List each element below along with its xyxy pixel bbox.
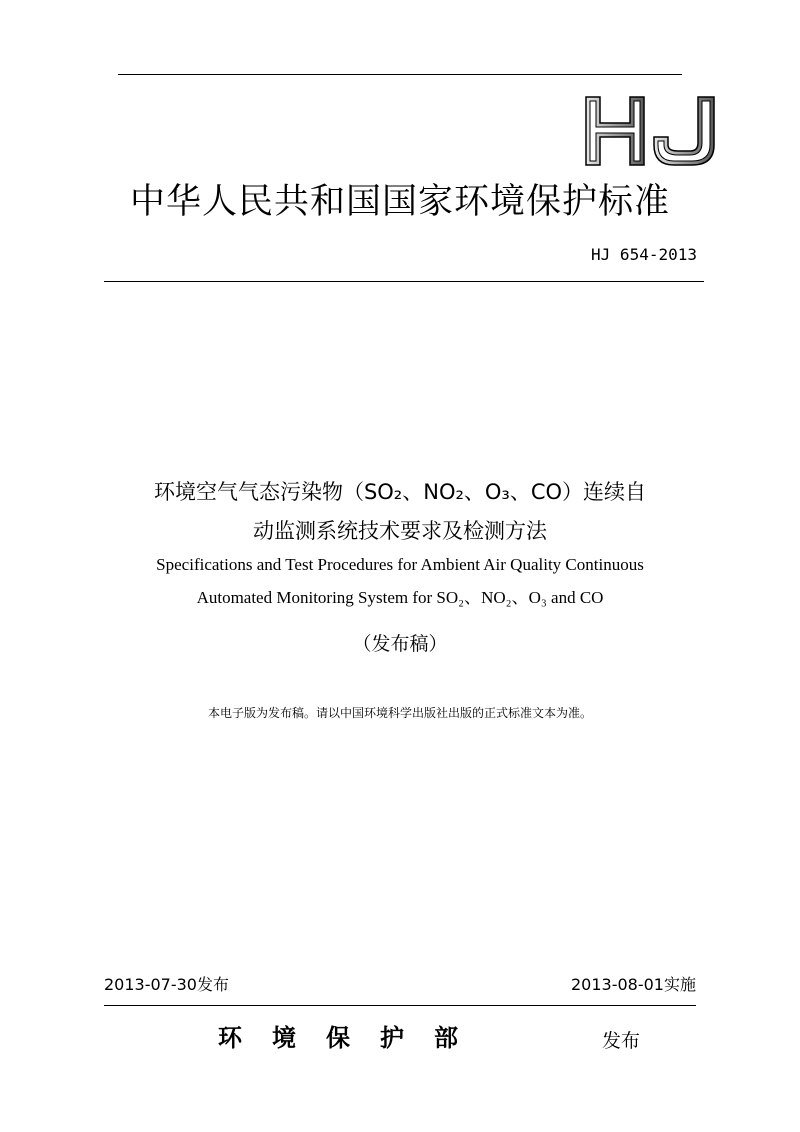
top-rule [118,74,682,75]
implementation-date: 2013-08-01实施 [571,975,696,994]
footer-rule [104,1005,696,1006]
issuer: 环境保护部 [218,1023,488,1052]
en-title-line1: Specifications and Test Procedures for Ambient Air Quality Continuous [156,555,644,574]
standard-code: HJ 654-2013 [591,245,697,264]
en-title-line2: Automated Monitoring System for SO₂、NO₂、O₃ and CO [196,588,604,607]
issuer-suffix: 发布 [602,1030,641,1052]
logo-letter-j [654,97,714,165]
header-rule [104,281,704,282]
issue-date: 2013-07-30发布 [104,975,229,994]
draft-label: （发布稿） [352,633,448,655]
logo-letter-h [586,97,644,165]
cn-title-line1: 环境空气气态污染物（SO₂、NO₂、O₃、CO）连续自 [153,480,647,504]
notice-text: 本电子版为发布稿。请以中国环境科学出版社出版的正式标准文本为准。 [207,706,592,720]
hj-logo [582,93,720,169]
standard-title: 中华人民共和国国家环境保护标准 [129,182,670,222]
cn-title-line2: 动监测系统技术要求及检测方法 [253,519,547,543]
